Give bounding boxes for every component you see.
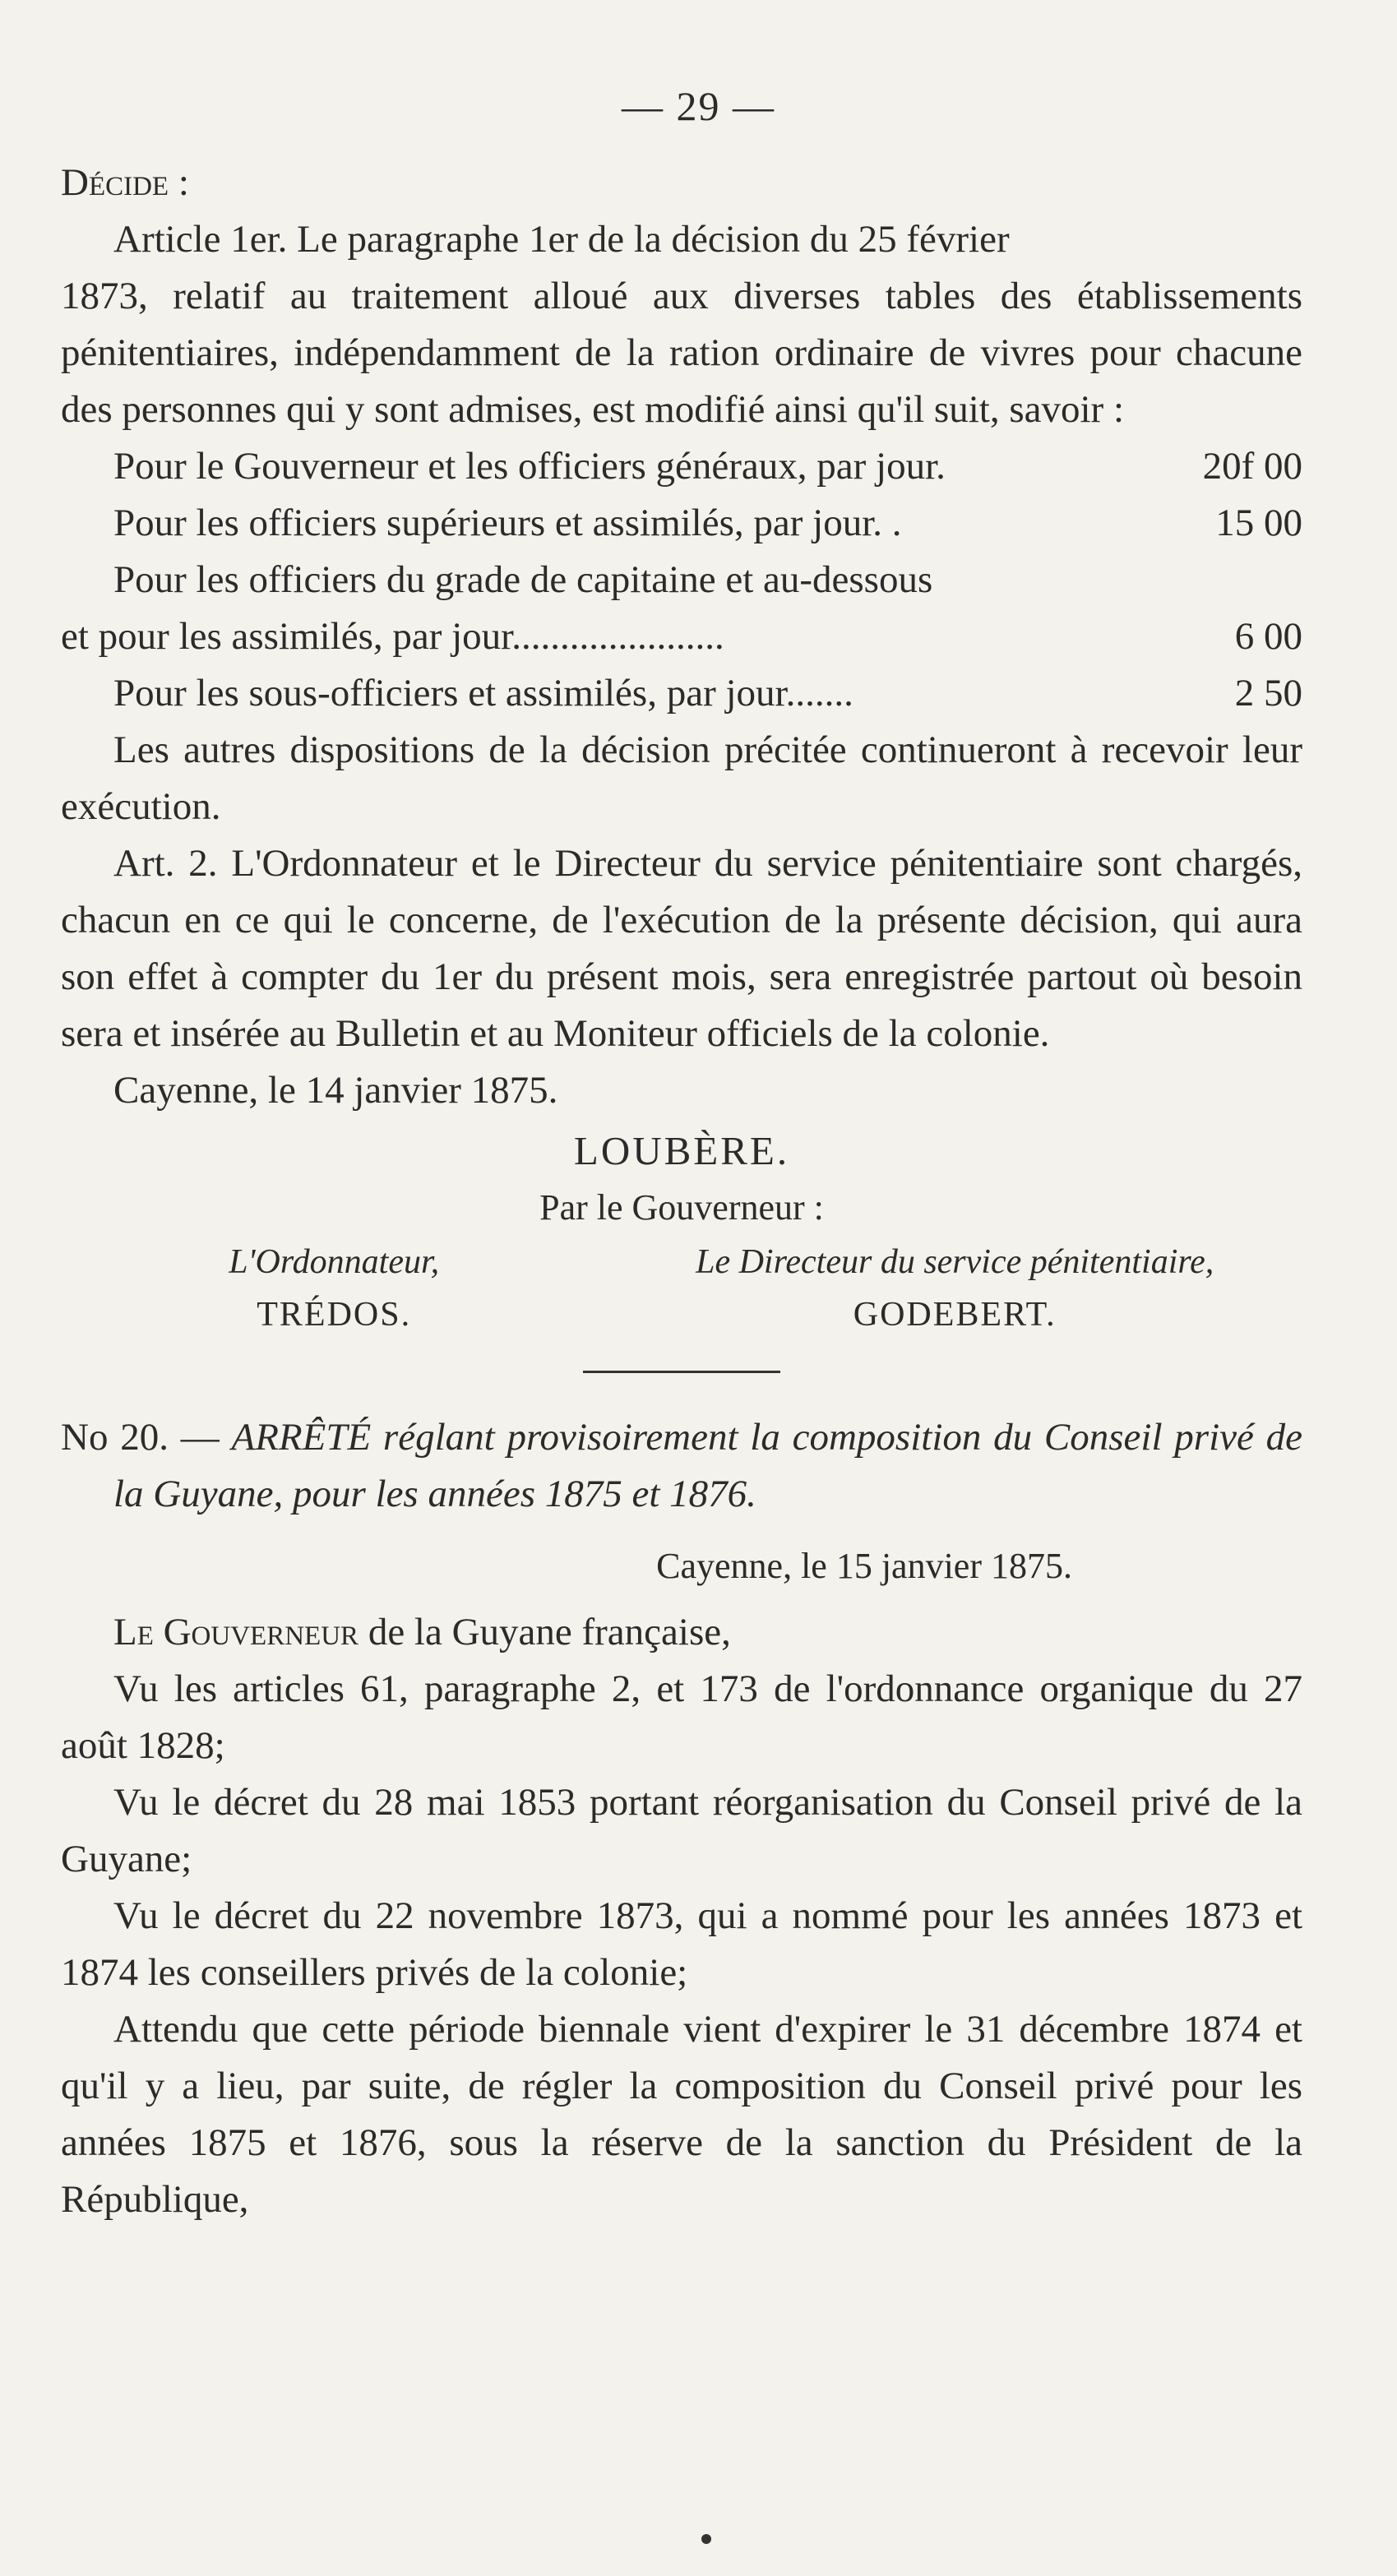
vu-paragraph-1: Vu les articles 61, paragraphe 2, et 173 de l'ordonnance organique du 27 août 1828; — [61, 1667, 1302, 1767]
rate-amount: 15 00 — [1215, 502, 1302, 544]
place-date: Cayenne, le 14 janvier 1875. — [113, 1069, 558, 1112]
arrete-title — [61, 1409, 1302, 1523]
article-2: Art. 2. L'Ordonnateur et le Directeur du service pénitentiaire sont chargés, chacun en ce qui le concerne, de l'exécution de la présente décision, qui aura son effet à compter du 1er du présent mois, sera enregistrée partout où besoin sera et insérée au Bulletin et au Moniteur officiels de la colonie. — [61, 842, 1302, 1055]
ink-dot — [701, 2534, 711, 2544]
page-number: — 29 — — [622, 83, 775, 129]
article-1-closing: Les autres dispositions de la décision précitée continueront à recevoir leur exécution. — [61, 728, 1302, 828]
arrete-heading: ARRÊTÉ réglant provisoirement la composition du Conseil privé de la Guyane, pour les années 1875 et 1876. — [113, 1416, 1302, 1515]
rate-label: Pour le Gouverneur et les officiers généraux, par jour. — [113, 445, 946, 488]
directeur-title: Le Directeur du service pénitentiaire, — [696, 1243, 1214, 1281]
gouverneur-title: Le Gouverneur — [113, 1611, 359, 1653]
rate-label: et pour les assimilés, par jour...................... — [61, 615, 724, 658]
arrete-dateline: Cayenne, le 15 janvier 1875. — [656, 1546, 1072, 1586]
rate-label: Pour les sous-officiers et assimilés, par jour....... — [113, 672, 853, 715]
rate-captain-line1: Pour les officiers du grade de capitaine et au-dessous — [113, 558, 933, 601]
directeur-block — [607, 1236, 1302, 1341]
governor-signature: LOUBÈRE. — [573, 1128, 790, 1173]
section-divider — [583, 1371, 780, 1373]
directeur-name: GODEBERT. — [853, 1296, 1057, 1334]
rate-row-governor — [61, 438, 1302, 495]
article-1-body: 1873, relatif au traitement alloué aux diverses tables des établissements pénitentiaires, indépendamment de la ration ordinaire de vivres pour chacune des personnes qui y sont admises, est modifié ainsi qu'il suit, savoir : — [61, 275, 1302, 431]
vu-paragraph-3: Vu le décret du 22 novembre 1873, qui a nommé pour les années 1873 et 1874 les conseillers privés de la colonie; — [61, 1894, 1302, 1994]
vu-paragraph-2: Vu le décret du 28 mai 1853 portant réorganisation du Conseil privé de la Guyane; — [61, 1781, 1302, 1880]
ordonnateur-title: L'Ordonnateur, — [229, 1243, 440, 1281]
ordonnateur-name: TRÉDOS. — [257, 1296, 412, 1334]
gouverneur-rest: de la Guyane française, — [359, 1611, 731, 1653]
arrete-number: No 20. — — [61, 1416, 220, 1459]
par-le-gouverneur: Par le Gouverneur : — [539, 1187, 824, 1228]
rate-amount: 6 00 — [1234, 615, 1302, 658]
decide-heading: Décide : — [61, 161, 189, 204]
rate-row-captain — [61, 608, 1302, 665]
ordonnateur-block — [61, 1236, 607, 1341]
rate-amount: 2 50 — [1234, 672, 1302, 715]
gouverneur-line — [61, 1604, 1302, 1661]
rate-amount: 20f 00 — [1202, 445, 1302, 488]
attendu-paragraph: Attendu que cette période biennale vient d'expirer le 31 décembre 1874 et qu'il y a lieu, par suite, de régler la composition du Conseil privé pour les années 1875 et 1876, sous la réserve de la sanction du Président de la République, — [61, 2008, 1302, 2221]
countersignatures — [61, 1236, 1302, 1341]
article-1-first-line: Article 1er. Le paragraphe 1er de la décision du 25 février — [113, 218, 1010, 261]
document-body — [61, 90, 1302, 2228]
rate-row-nco — [61, 665, 1302, 722]
rate-row-superior-officers — [61, 495, 1302, 552]
rate-label: Pour les officiers supérieurs et assimilés, par jour. . — [113, 502, 902, 544]
